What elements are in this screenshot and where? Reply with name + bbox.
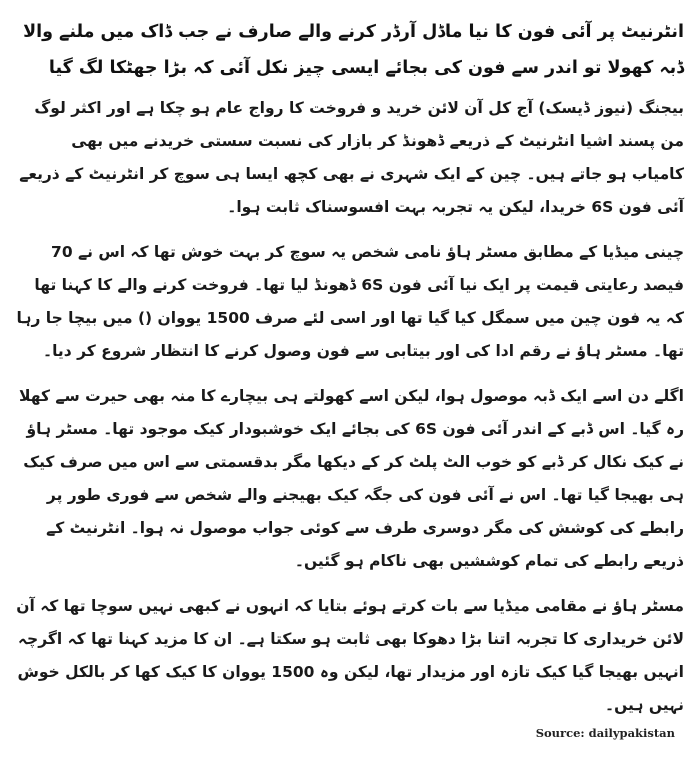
article-paragraph-4: مسٹر ہاؤ نے مقامی میڈیا سے بات کرتے ہوئے بتایا کہ انہوں نے کبھی نہیں سوچا تھا کہ آن لائن خریداری کا تجربہ اتنا بڑا دھوکا بھی ثابت ہو سکتا ہے۔ ان کا مزید کہنا تھا کہ اگرچہ انہیں بھیجا گیا کیک تازہ اور مزیدار تھا، لیکن وہ 1500 یووان کا کیک کھا کر بالکل خوش نہیں ہیں۔ [16,597,684,714]
article-paragraph-1: بیجنگ (نیوز ڈیسک) آج کل آن لائن خرید و فروخت کا رواج عام ہو چکا ہے اور اکثر لوگ من پسند اشیا انٹرنیٹ کے ذریعے ڈھونڈ کر بازار کی نسبت سستی خریدنے میں بھی کامیاب ہو جاتے ہیں۔ چین کے ایک شہری نے بھی کچھ ایسا ہی سوچ کر انٹرنیٹ کے ذریعے آئی فون 6S خریدا، لیکن یہ تجربہ بہت افسوسناک ثابت ہوا۔ [19,99,684,216]
article-headline: انٹرنیٹ پر آئی فون کا نیا ماڈل آرڈر کرنے والے صارف نے جب ڈاک میں ملنے والا ڈبہ کھولا تو اندر سے فون کی بجائے ایسی چیز نکل آئی کہ بڑا جھٹکا لگ گیا [23,22,684,78]
article-paragraph-2: چینی میڈیا کے مطابق مسٹر ہاؤ نامی شخص یہ سوچ کر بہت خوش تھا کہ اس نے 70 فیصد رعایتی قیمت پر ایک نیا آئی فون 6S ڈھونڈ لیا تھا۔ فروخت کرنے والے کا کہنا تھا کہ یہ فون چین میں سمگل کیا گیا تھا اور اسی لئے صرف 1500 یووان () میں بیچا جا رہا تھا۔ مسٹر ہاؤ نے رقم ادا کی اور بیتابی سے فون وصول کرنے کا انتظار شروع کر دیا۔ [16,243,684,360]
article-paragraph-3: اگلے دن اسے ایک ڈبہ موصول ہوا، لیکن اسے کھولتے ہی بیچارے کا منہ بھی حیرت سے کھلا رہ گیا۔ اس ڈبے کے اندر آئی فون 6S کی بجائے ایک خوشبودار کیک موجود تھا۔ مسٹر ہاؤ نے کیک نکال کر ڈبے کو خوب الٹ پلٹ کر کے دیکھا مگر بدقسمتی سے اس میں صرف کیک ہی بھیجا گیا تھا۔ اس نے آئی فون کی جگہ کیک بھیجنے والے شخص سے فوری طور پر رابطے کی کوشش کی مگر دوسری طرف سے کوئی جواب موصول نہ ہوا۔ انٹرنیٹ کے ذریعے رابطے کی تمام کوششیں بھی ناکام ہو گئیں۔ [18,387,684,570]
source-credit: Source: dailypakistan [535,726,675,740]
news-article [14,0,684,722]
